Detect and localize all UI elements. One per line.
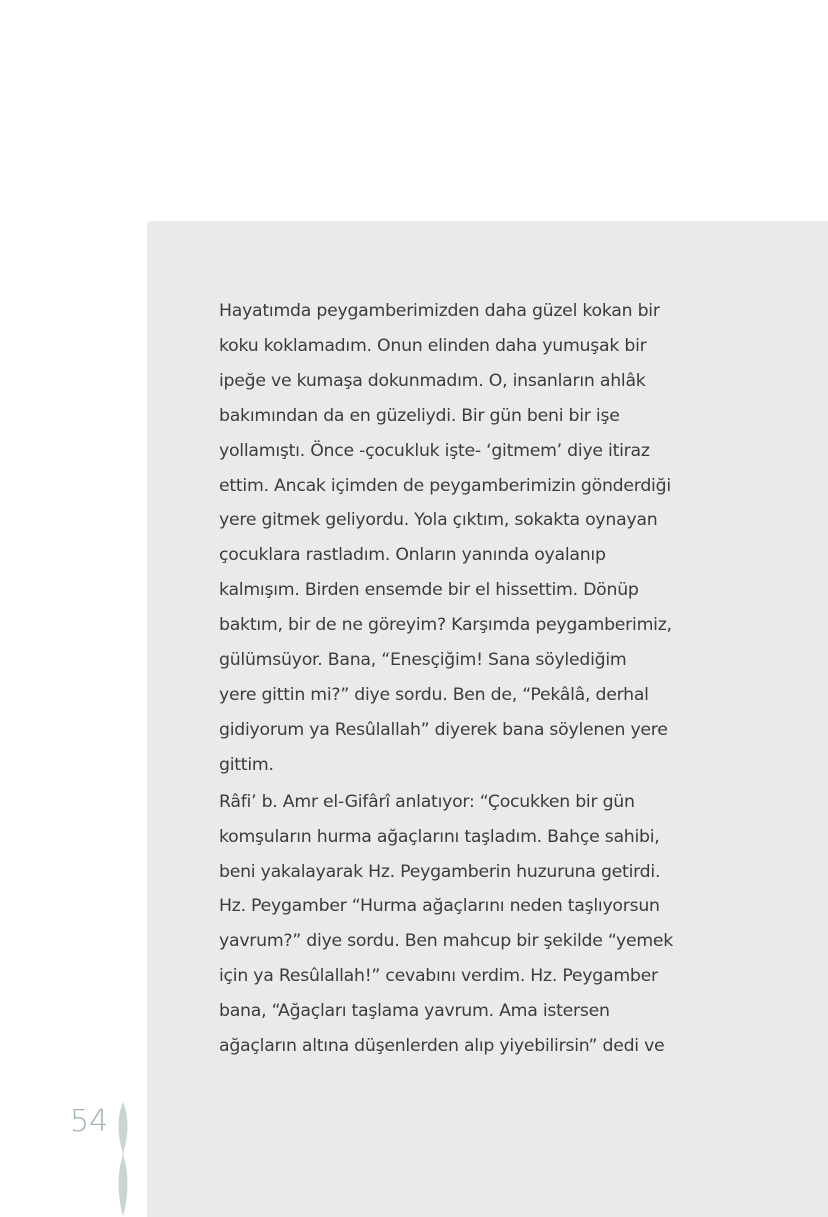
text-line: gittim. xyxy=(219,754,274,775)
text-line: Râfi’ b. Amr el-Gifârî anlatıyor: “Çocukken bir gün xyxy=(219,791,635,812)
text-line: Hayatımda peygamberimizden daha güzel kokan bir xyxy=(219,301,660,321)
text-line: koku koklamadım. Onun elinden daha yumuşak bir xyxy=(219,335,647,356)
page-number: 54 xyxy=(70,1104,109,1139)
text-line: yere gitmek geliyordu. Yola çıktım, sokakta oynayan xyxy=(219,510,658,531)
text-line: komşuların hurma ağaçlarını taşladım. Bahçe sahibi, xyxy=(219,826,660,847)
text-line: yere gittin mi?” diye sordu. Ben de, “Pekâlâ, derhal xyxy=(219,684,649,705)
text-line: ettim. Ancak içimden de peygamberimizin gönderdiği xyxy=(219,475,671,496)
text-line: bana, “Ağaçları taşlama yavrum. Ama istersen xyxy=(219,1001,610,1022)
paragraph-2 xyxy=(219,785,689,1064)
text-line: yavrum?” diye sordu. Ben mahcup bir şekilde “yemek xyxy=(219,931,674,952)
page-ornament-icon xyxy=(111,1100,135,1217)
text-line: için ya Resûlallah!” cevabını verdim. Hz. Peygamber xyxy=(219,966,658,987)
text-line: bakımından da en güzeliydi. Bir gün beni bir işe xyxy=(219,405,620,426)
text-line: ipeğe ve kumaşa dokunmadım. O, insanların ahlâk xyxy=(219,370,646,391)
text-line: gidiyorum ya Resûlallah” diyerek bana söylenen yere xyxy=(219,719,668,740)
text-line: ağaçların altına düşenlerden alıp yiyebilirsin” dedi ve xyxy=(219,1036,665,1057)
text-line: baktım, bir de ne göreyim? Karşımda peygamberimiz, xyxy=(219,615,672,636)
body-text xyxy=(219,294,689,1064)
text-line: Hz. Peygamber “Hurma ağaçlarını neden taşlıyorsun xyxy=(219,896,660,917)
paragraph-1 xyxy=(219,294,689,783)
text-line: gülümsüyor. Bana, “Enesçiğim! Sana söylediğim xyxy=(219,650,627,671)
text-line: yollamıştı. Önce -çocukluk işte- ‘gitmem’ diye itiraz xyxy=(219,440,650,461)
text-line: kalmışım. Birden ensemde bir el hissettim. Dönüp xyxy=(219,580,639,601)
text-line: beni yakalayarak Hz. Peygamberin huzuruna getirdi. xyxy=(219,861,661,882)
text-line: çocuklara rastladım. Onların yanında oyalanıp xyxy=(219,545,606,566)
